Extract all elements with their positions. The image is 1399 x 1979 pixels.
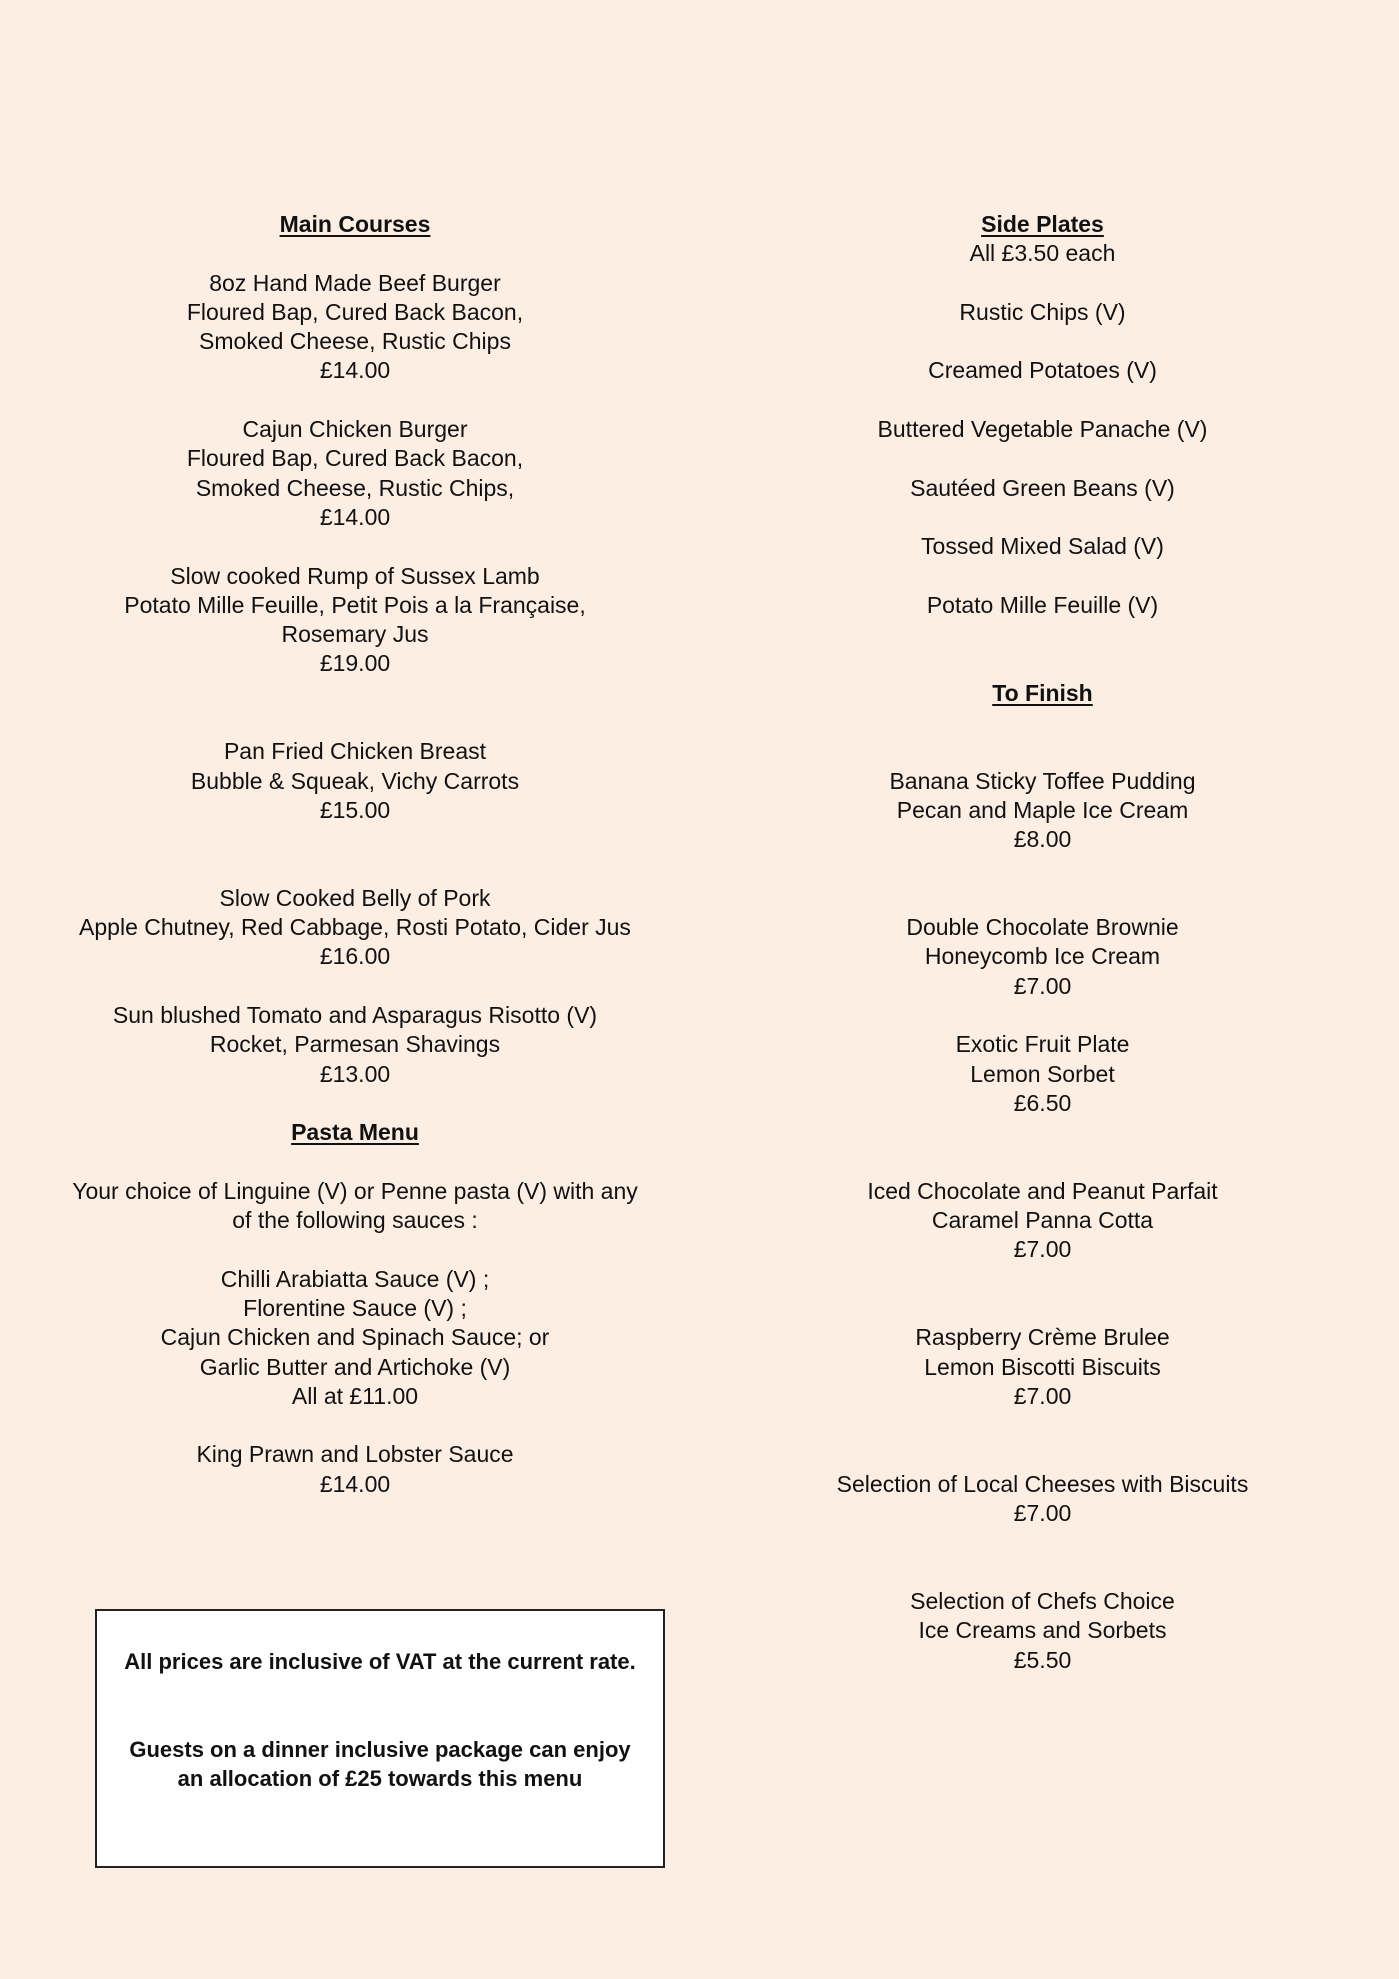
sauce-item: Chilli Arabiatta Sauce (V) ; [220,1265,490,1292]
menu-item-sussex-lamb [50,562,660,679]
menu-item-risotto [50,1001,660,1089]
right-column [790,210,1295,1675]
to-finish-heading: To Finish [992,679,1093,706]
dessert-item [790,1030,1295,1118]
dish-description: Floured Bap, Cured Back Bacon, [186,298,524,325]
dessert-item [790,1323,1295,1411]
dessert-price: £8.00 [1013,826,1072,853]
main-courses-heading: Main Courses [279,211,431,237]
dish-description: Floured Bap, Cured Back Bacon, [186,445,524,472]
side-plates-subtitle: All £3.50 each [969,240,1116,267]
dessert-description: Caramel Panna Cotta [931,1207,1154,1234]
dessert-price: £7.00 [1013,972,1072,999]
dish-price: £15.00 [319,796,391,823]
pasta-menu-heading: Pasta Menu [291,1119,419,1146]
pasta-sauces [50,1265,660,1411]
dish-description: Rocket, Parmesan Shavings [209,1031,501,1058]
side-item: Rustic Chips (V) [959,298,1126,325]
dessert-name: Raspberry Crème Brulee [915,1324,1170,1351]
dish-description: Smoked Cheese, Rustic Chips, [195,474,515,501]
dessert-item [790,1470,1295,1529]
dish-description: Bubble & Squeak, Vichy Carrots [190,767,520,794]
dish-price: £14.00 [319,503,391,530]
side-item: Buttered Vegetable Panache (V) [877,416,1208,443]
package-notice-line: an allocation of £25 towards this menu [177,1766,583,1792]
dessert-description: Lemon Sorbet [970,1060,1115,1087]
dessert-description: Ice Creams and Sorbets [918,1617,1167,1644]
dish-price: £14.00 [319,1470,391,1497]
package-notice [97,1735,663,1794]
pasta-intro-line: of the following sauces : [232,1207,478,1234]
side-plates-heading: Side Plates [981,211,1104,237]
dessert-item [790,1177,1295,1265]
dessert-price: £7.00 [1013,1236,1072,1263]
side-item: Potato Mille Feuille (V) [926,591,1159,618]
dish-price: £19.00 [319,650,391,677]
dessert-description: Lemon Biscotti Biscuits [924,1353,1161,1380]
sauce-item: Garlic Butter and Artichoke (V) [199,1353,511,1380]
dessert-name: Selection of Local Cheeses with Biscuits [836,1470,1249,1497]
pasta-intro-line: Your choice of Linguine (V) or Penne pasta (V) with any [72,1177,638,1204]
dessert-item [790,913,1295,1001]
dish-price: £14.00 [319,357,391,384]
dessert-price: £6.50 [1013,1089,1072,1116]
dish-description: Rosemary Jus [281,621,429,648]
dessert-name: Selection of Chefs Choice [910,1587,1175,1614]
dish-name: Pan Fried Chicken Breast [223,738,487,765]
dish-name: Sun blushed Tomato and Asparagus Risotto (V) [112,1002,598,1029]
dessert-name: Exotic Fruit Plate [955,1031,1130,1058]
menu-item-cajun-burger [50,415,660,532]
dessert-price: £7.00 [1013,1500,1072,1527]
pasta-special [50,1440,660,1499]
dish-name: 8oz Hand Made Beef Burger [209,269,501,296]
dish-description: Potato Mille Feuille, Petit Pois a la Française, [124,591,586,618]
dessert-description: Honeycomb Ice Cream [924,943,1161,970]
dessert-price: £7.00 [1013,1382,1072,1409]
dish-description: Smoked Cheese, Rustic Chips [199,328,511,355]
dish-description: Apple Chutney, Red Cabbage, Rosti Potato, Cider Jus [79,914,631,941]
sauce-item: Cajun Chicken and Spinach Sauce; or [160,1324,550,1351]
side-item: Creamed Potatoes (V) [928,357,1157,384]
dessert-name: Double Chocolate Brownie [906,914,1179,941]
notice-box [95,1609,665,1868]
dessert-price: £5.50 [1013,1646,1072,1673]
dish-name: King Prawn and Lobster Sauce [196,1441,514,1468]
left-column [50,210,660,1499]
dish-name: Slow Cooked Belly of Pork [219,884,491,911]
side-item: Tossed Mixed Salad (V) [921,533,1164,560]
dish-name: Cajun Chicken Burger [242,416,468,443]
dessert-item [790,767,1295,855]
sauce-item: Florentine Sauce (V) ; [243,1294,467,1321]
dish-price: £16.00 [319,943,391,970]
dessert-description: Pecan and Maple Ice Cream [896,796,1189,823]
dish-name: Slow cooked Rump of Sussex Lamb [170,562,540,589]
dessert-name: Banana Sticky Toffee Pudding [889,767,1196,794]
side-item: Sautéed Green Beans (V) [910,474,1175,501]
dessert-name: Iced Chocolate and Peanut Parfait [867,1177,1218,1204]
package-notice-line: Guests on a dinner inclusive package can enjoy [129,1736,631,1762]
menu-item-belly-of-pork [50,884,660,972]
pasta-intro [50,1177,660,1236]
menu-item-beef-burger [50,269,660,386]
vat-notice: All prices are inclusive of VAT at the current rate. [124,1649,636,1674]
sauce-price: All at £11.00 [291,1382,419,1409]
dish-price: £13.00 [319,1060,391,1087]
dessert-item [790,1587,1295,1675]
menu-item-chicken-breast [50,737,660,825]
